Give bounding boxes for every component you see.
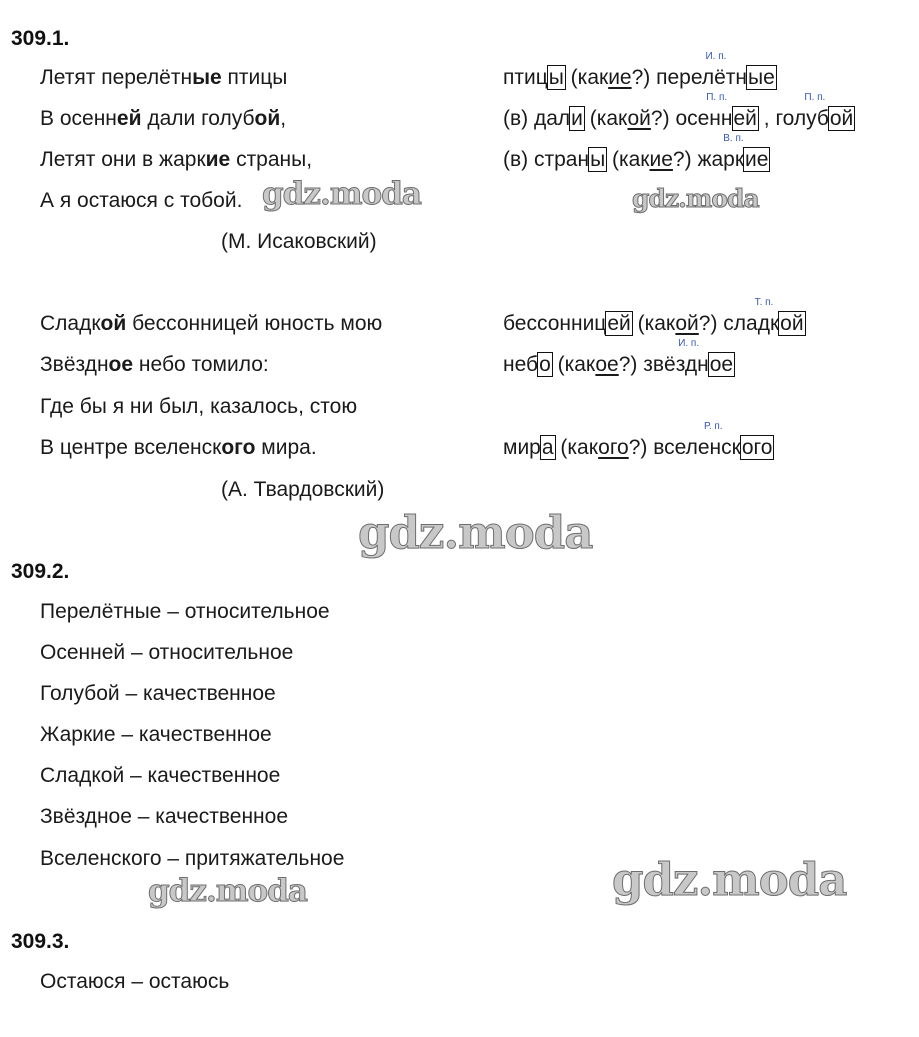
ending-box: а <box>541 436 554 459</box>
list-item: Перелётные – относительное <box>40 600 330 623</box>
watermark: gdz.moda <box>612 853 847 906</box>
ending-box: ие <box>745 148 769 171</box>
list-item: Жаркие – качественное <box>40 723 272 746</box>
word-analysis: птицы (какие?) перелётные И. п. <box>503 51 775 89</box>
ending-box: и <box>571 107 583 130</box>
case-label: И. п. <box>678 338 700 349</box>
ending-box: ей <box>607 312 631 335</box>
list-item: Звёздное – качественное <box>40 805 289 828</box>
ending-box: ей <box>733 107 757 130</box>
list-item: Сладкой – качественное <box>40 764 281 787</box>
ending-box: ые <box>748 66 775 89</box>
section-title-309-1: 309.1. <box>11 27 70 50</box>
word-analysis: небо (какое?) звёздное И. п. <box>503 338 734 376</box>
poem-line: А я остаюся с тобой. <box>40 189 243 212</box>
poem-line: Звёздное небо томило: <box>40 353 269 376</box>
section-title-309-3: 309.3. <box>11 930 70 953</box>
watermark: gdz.moda <box>632 184 759 213</box>
case-label: Р. п. <box>704 421 723 432</box>
poem-author: (М. Исаковский) <box>221 230 377 253</box>
case-label: Т. п. <box>754 297 774 308</box>
list-item: Осенней – относительное <box>40 641 294 664</box>
ending-box: о <box>539 353 551 376</box>
ending-box: ы <box>548 66 564 89</box>
poem-line: В центре вселенского мира. <box>40 436 317 459</box>
ending-box: ой <box>829 107 854 130</box>
poem-line: Летят перелётные птицы <box>40 66 288 89</box>
case-label: П. п. <box>706 92 728 103</box>
poem-line: В осенней дали голубой, <box>40 107 287 130</box>
watermark: gdz.moda <box>358 506 593 559</box>
poem-line: Сладкой бессонницей юность мою <box>40 312 383 335</box>
ending-box: ое <box>709 353 734 376</box>
ending-box: ой <box>780 312 804 335</box>
word-analysis: (в) страны (какие?) жаркие В. п. <box>503 133 769 171</box>
poem-author: (А. Твардовский) <box>221 478 385 501</box>
word-analysis: (в) дали (какой?) осенней П. п. , голубой П. п. <box>503 92 854 130</box>
list-item: Остаюся – остаюсь <box>40 970 230 993</box>
watermark: gdz.moda <box>148 873 307 909</box>
ending-box: ого <box>741 436 773 459</box>
watermark: gdz.moda <box>262 176 421 212</box>
word-analysis: бессонницей (какой?) сладкой Т. п. <box>503 297 804 335</box>
poem-line: Летят они в жаркие страны, <box>40 148 313 171</box>
poem-line: Где бы я ни был, казалось, стою <box>40 395 358 418</box>
section-title-309-2: 309.2. <box>11 560 70 583</box>
word-analysis: мира (какого?) вселенского Р. п. <box>503 421 773 459</box>
ending-box: ы <box>590 148 606 171</box>
list-item: Голубой – качественное <box>40 682 276 705</box>
case-label: В. п. <box>723 133 744 144</box>
case-label: И. п. <box>705 51 727 62</box>
case-label: П. п. <box>804 92 826 103</box>
list-item: Вселенского – притяжательное <box>40 847 345 870</box>
